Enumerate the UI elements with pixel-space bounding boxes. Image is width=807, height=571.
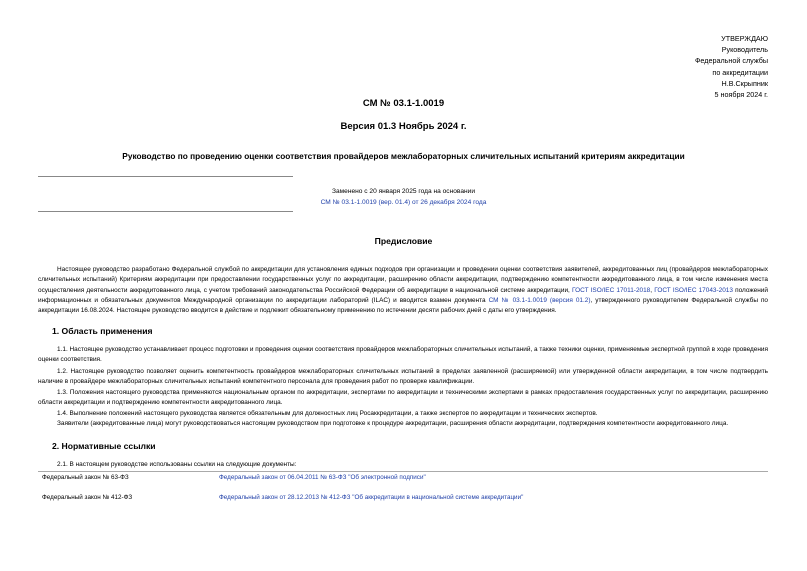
- paragraph-1-note: Заявители (аккредитованные лица) могут руководствоваться настоящим руководством при подготовке к процедуре аккредитации, расширения области аккредитации, подтверждения компетентности аккредитованного лица.: [57, 420, 729, 427]
- preface-text: , утвержденного руководителем Федеральной службы по аккредитации 16.08.2024. Настоящее руководство вводится в действие и подлежит обязательному применению по истечении десяти рабочих дней с даты его утверждения.: [38, 296, 769, 315]
- divider: [38, 471, 768, 472]
- preface-paragraph: Настоящее руководство разработано Федеральной службой по аккредитации для установления единых подходов при организации и проведении оценки соответствия заявителей, аккредитованных лиц (провайдеров межлабораторных сличительных испытаний) Критериям аккредитации при предоставлении государственных услуг по аккредитации, расширению области аккредитации, подтверждению компетентности аккредитованного лица, в том числе изменения места осуществления деятельности аккредитованного лица, с учетом требований законодательства Российской Федерации об аккредитации в национальной системе аккредитации, ГОСТ ISO/IEC 17011-2018, ГОСТ ISO/IEC 17043-2013 положений информационных и обязательных документов Международной организации по аккредитации лабораторий (ILAC) и вводится взамен документа СМ № 03.1-1.0019 (версия 01.2), утвержденного руководителем Федеральной службы по аккредитации 16.08.2024. Настоящее руководство вводится в действие и подлежит обязательному применению по истечении десяти рабочих дней с даты его утверждения.: [38, 266, 769, 315]
- approval-line: Руководитель: [721, 45, 768, 55]
- document-number: СМ № 03.1-1.0019: [362, 98, 445, 109]
- reference-link[interactable]: Федеральный закон от 28.12.2013 № 412-ФЗ "Об аккредитации в национальной системе аккредитации": [219, 494, 524, 501]
- paragraph-1-3: 1.3. Положения настоящего руководства применяются национальным органом по аккредитации, экспертами по аккредитации и техническими экспертами в рамках предоставления государственных услуг по аккредитации, расширению области аккредитации и подтверждению компетентности аккредитованного лица.: [38, 389, 768, 407]
- paragraph-2-1: 2.1. В настоящем руководстве использованы ссылки на следующие документы:: [57, 461, 297, 468]
- approval-block: [695, 33, 768, 100]
- approval-line: 5 ноября 2024 г.: [714, 90, 768, 100]
- approval-line: по аккредитации: [712, 67, 768, 77]
- paragraph-1-1: 1.1. Настоящее руководство устанавливает процесс подготовки и проведения оценки соответствия провайдеров межлабораторных сличительных испытаний, а также техники оценки, применяемые экспертной группой в ходе проведения оценки соответствия.: [38, 346, 768, 364]
- section-1-heading: 1. Область применения: [52, 326, 153, 336]
- divider: [38, 176, 293, 177]
- gost-17043-link[interactable]: ГОСТ ISO/IEC 17043-2013: [654, 286, 733, 294]
- document-version: Версия 01.3 Ноябрь 2024 г.: [340, 121, 467, 132]
- preface-text: Настоящее руководство разработано Федеральной службой по аккредитации для установления единых подходов при организации и проведении оценки соответствия заявителей, аккредитованных лиц (провайдеров межлабораторных сличительных испытаний) Критериям аккредитации при предоставлении государственных услуг по аккредитации, расширению области аккредитации, подтверждению компетентности аккредитованного лица, в том числе изменения места осуществления деятельности аккредитованного лица, с учетом требований законодательства Российской Федерации об аккредитации в национальной системе аккредитации,: [38, 266, 768, 294]
- approval-line: Федеральной службы: [694, 56, 768, 66]
- replacement-text: Заменено с 20 января 2025 года на основании: [331, 188, 476, 195]
- replacement-link[interactable]: СМ № 03.1-1.0019 (вер. 01.4) от 26 декабря 2024 года: [320, 199, 487, 206]
- approval-line: Н.В.Скрыпник: [721, 78, 768, 88]
- preface-heading: Предисловие: [374, 236, 433, 246]
- gost-17011-link[interactable]: ГОСТ ISO/IEC 17011-2018: [572, 286, 651, 294]
- reference-link[interactable]: Федеральный закон от 06.04.2011 № 63-ФЗ "Об электронной подписи": [219, 474, 426, 481]
- reference-name: Федеральный закон № 412-ФЗ: [42, 494, 133, 501]
- paragraph-1-4: 1.4. Выполнение положений настоящего руководства является обязательным для должностных лиц Росаккредитации, а также экспертов по аккредитации и технических экспертов.: [57, 410, 598, 417]
- paragraph-1-2: 1.2. Настоящее руководство позволяет оценить компетентность провайдеров межлабораторных сличительных испытаний в пределах заявленной (расширяемой) или утвержденной области аккредитации, в том числе подтвердить наличие в провайдере межлабораторных сличительных испытаний компетентного персонала для проведения работ по проверке квалификации.: [38, 368, 768, 386]
- approval-line: УТВЕРЖДАЮ: [721, 34, 768, 43]
- previous-version-link[interactable]: СМ № 03.1-1.0019 (версия 01.2): [488, 296, 591, 304]
- section-2-heading: 2. Нормативные ссылки: [52, 441, 156, 451]
- replacement-note: [0, 186, 807, 208]
- divider: [38, 211, 293, 212]
- preface-text: положений информационных и обязательных документов Международной организации по аккредитации лабораторий (ILAC) и вводится взамен документа: [38, 286, 769, 304]
- document-title: Руководство по проведению оценки соответствия провайдеров межлабораторных сличительных испытаний критериям аккредитации: [122, 151, 685, 161]
- reference-name: Федеральный закон № 63-ФЗ: [42, 474, 129, 481]
